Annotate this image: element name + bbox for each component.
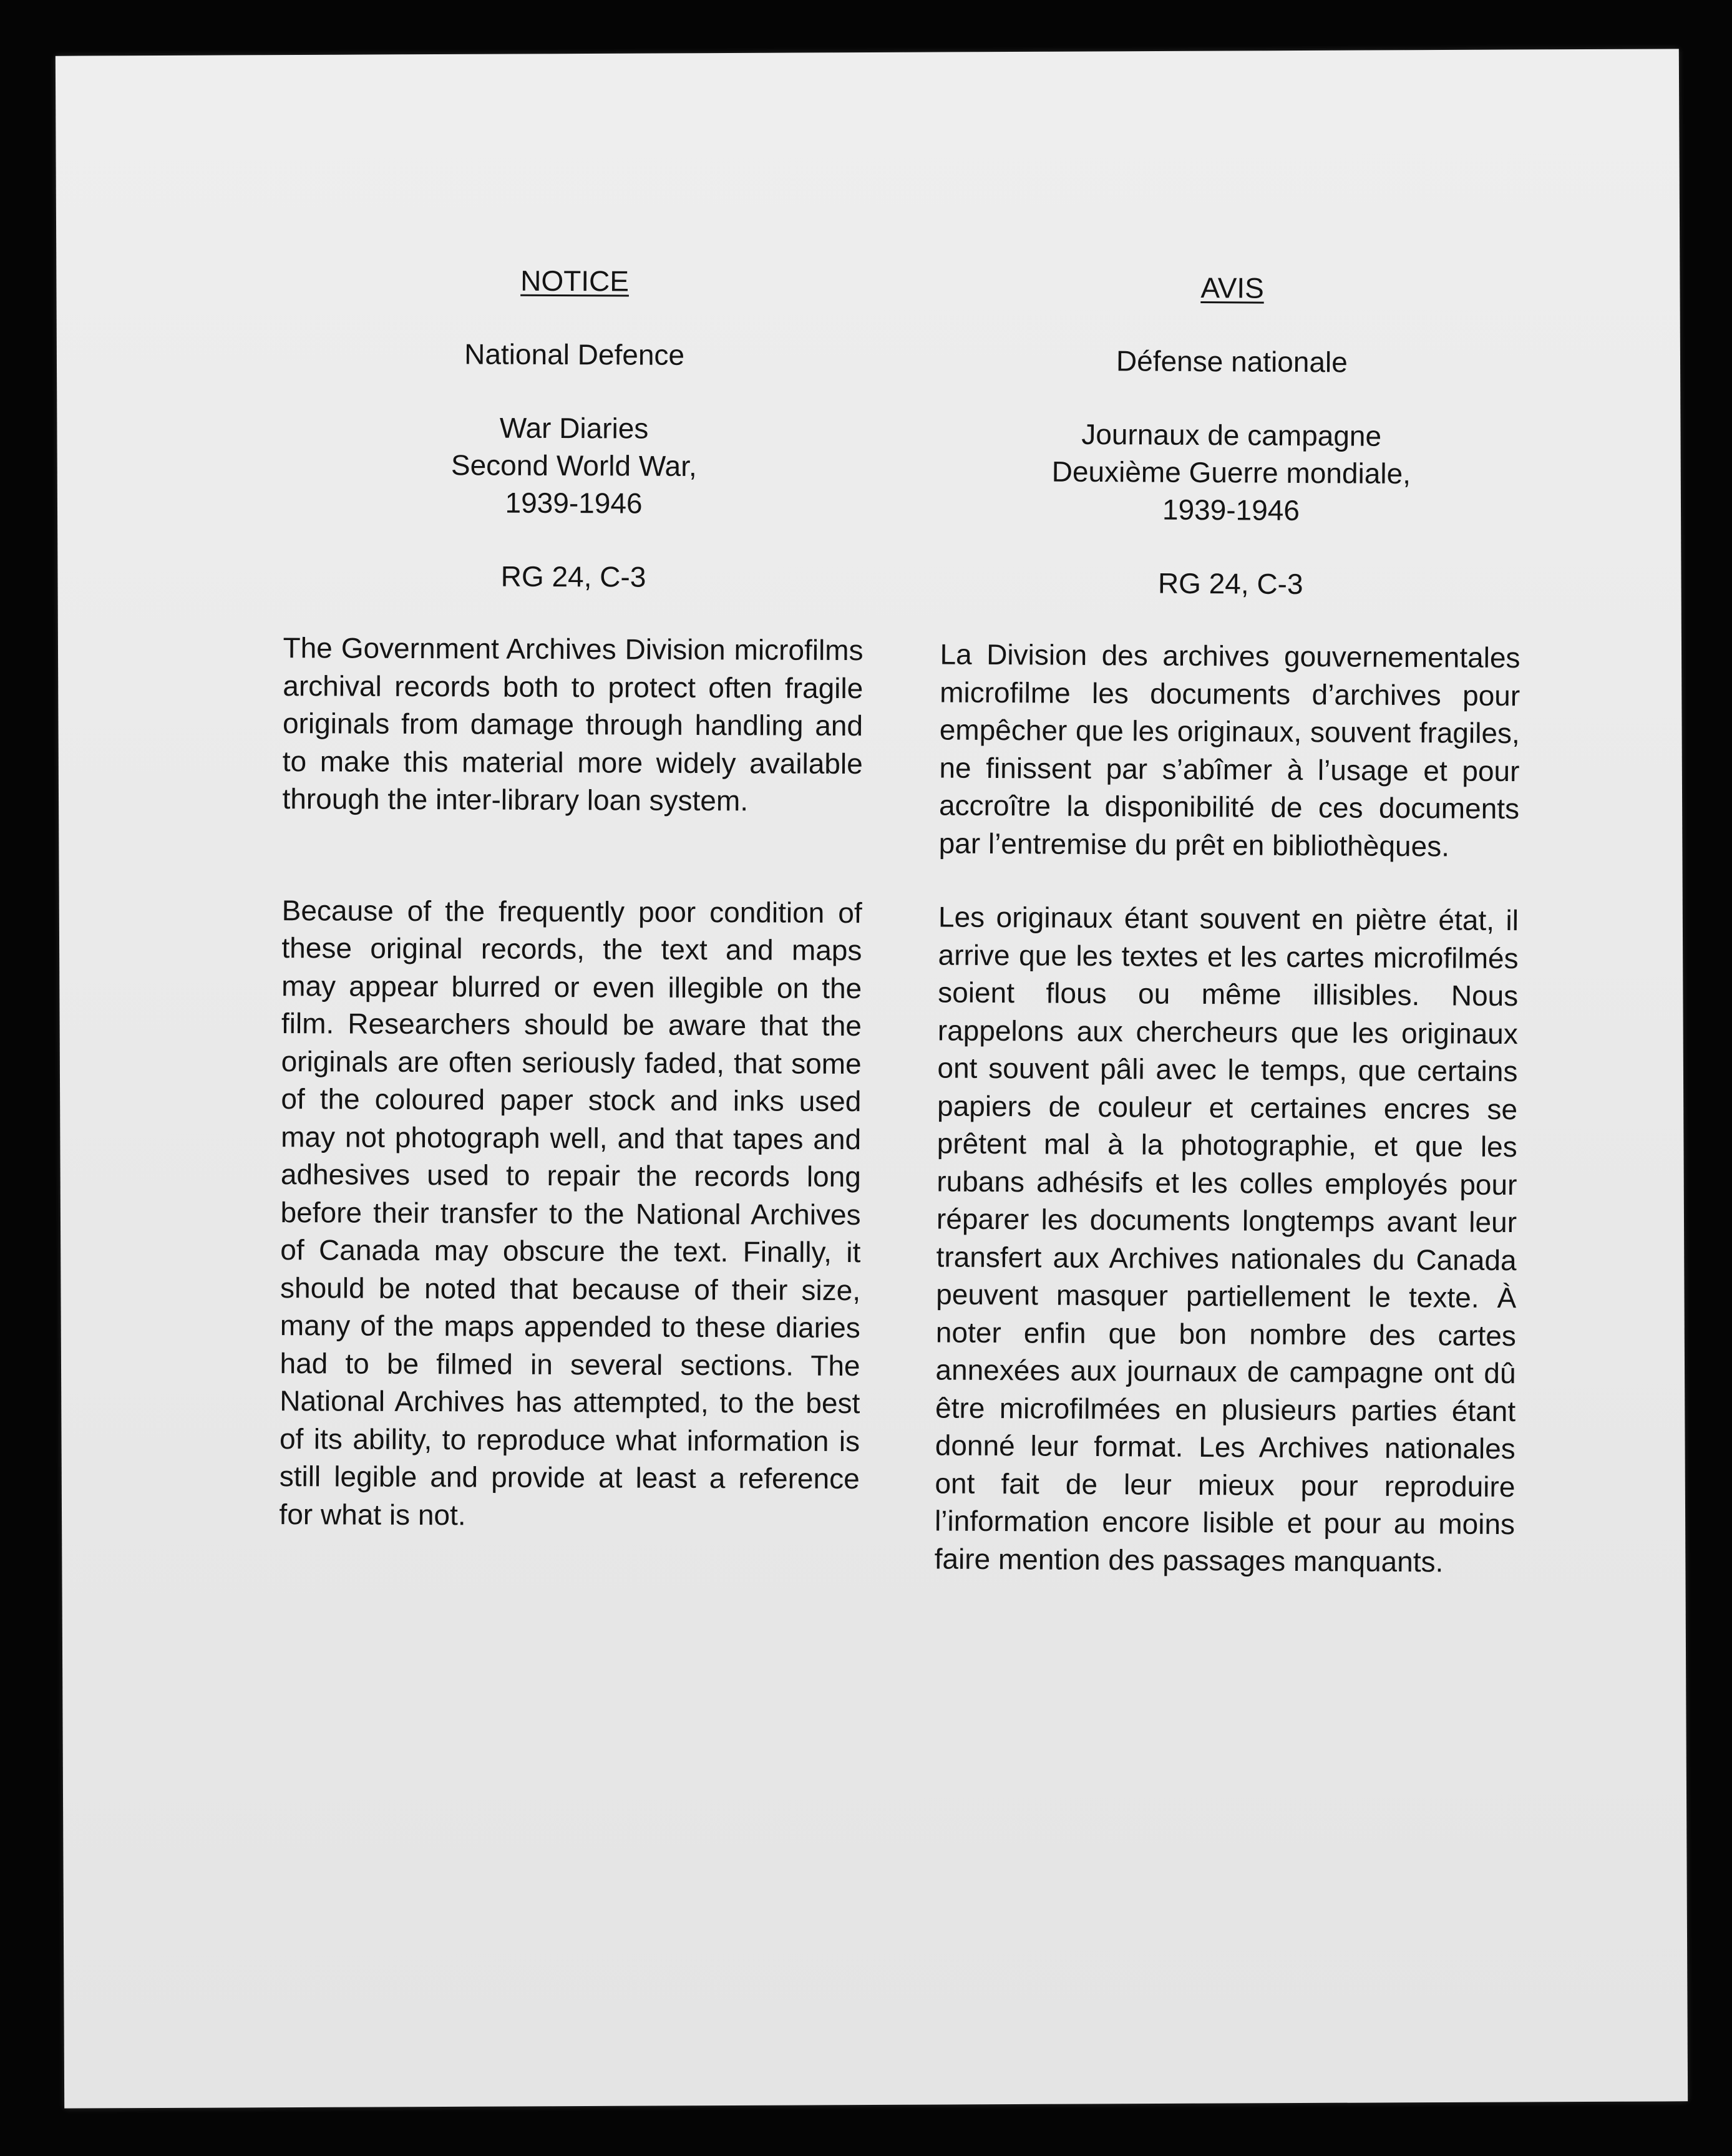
- series-title-fr: [941, 414, 1522, 530]
- series-title-line-fr: 1939-1946: [1162, 493, 1300, 527]
- series-title-line-fr: Deuxième Guerre mondiale,: [1051, 455, 1411, 490]
- french-column: [934, 267, 1522, 1581]
- english-column: [279, 261, 865, 1535]
- department-name-fr: Défense nationale: [1116, 344, 1348, 379]
- microfilm-purpose-paragraph-fr: La Division des archives gouvernementales microfilme les documents d’archives pour empêcher que les originaux, souvent fragiles, ne finissent par s’abîmer à l’usage et pour accroître la disponibilité de ces documents par l’entremise du prêt en bibliothèques.: [938, 638, 1520, 862]
- condition-disclaimer-paragraph: Because of the frequently poor condition of these original records, the text and maps may appear blurred or even illegible on the film. Researchers should be aware that the originals are often seriously faded, that some of the coloured paper stock and inks used may not photograph well, and that tapes and adhesives used to repair the records long before their transfer to the National Archives of Canada may obscure the text. Finally, it should be noted that because of their size, many of the maps appended to these diaries had to be filmed in several sections. The National Archives has attempted, to the best of its ability, to reproduce what information is still legible and provide at least a reference for what is not.: [279, 893, 862, 1531]
- avis-heading: AVIS: [1200, 271, 1264, 304]
- condition-disclaimer-paragraph-fr: Les originaux étant souvent en piètre état, il arrive que les textes et les cartes microfilmés soient flous ou même illisibles. Nous rappelons aux chercheurs que les originaux ont souvent pâli avec le temps, que certains papiers de couleur et certaines encres se prêtent mal à la photographie, et que les rubans adhésifs et les colles employés pour réparer les documents longtemps avant leur transfert aux Archives nationales du Canada peuvent masquer partiellement le texte. À noter enfin que bon nombre des cartes annexées aux journaux de campagne ont dû être microfilmées en plusieurs parties étant donné leur format. Les Archives nationales ont fait de leur mieux pour reproduire l’information encore lisible et pour au moins faire mention des passages manquants.: [934, 900, 1519, 1578]
- series-title-line: 1939-1946: [505, 486, 643, 520]
- record-group-reference-fr: RG 24, C-3: [1157, 566, 1303, 601]
- notice-heading: NOTICE: [520, 264, 630, 298]
- series-title: [283, 408, 864, 523]
- series-title-line: War Diaries: [499, 411, 649, 445]
- paper-sheet: [56, 49, 1688, 2108]
- department-name: National Defence: [464, 337, 685, 371]
- series-title-line-fr: Journaux de campagne: [1081, 417, 1382, 452]
- record-group-reference: RG 24, C-3: [500, 560, 646, 593]
- microfilm-purpose-paragraph: The Government Archives Division microfilms archival records both to protect often fragile originals from damage through handling and to make this material more widely available through the inter-library loan system.: [282, 631, 864, 817]
- series-title-line: Second World War,: [450, 449, 697, 482]
